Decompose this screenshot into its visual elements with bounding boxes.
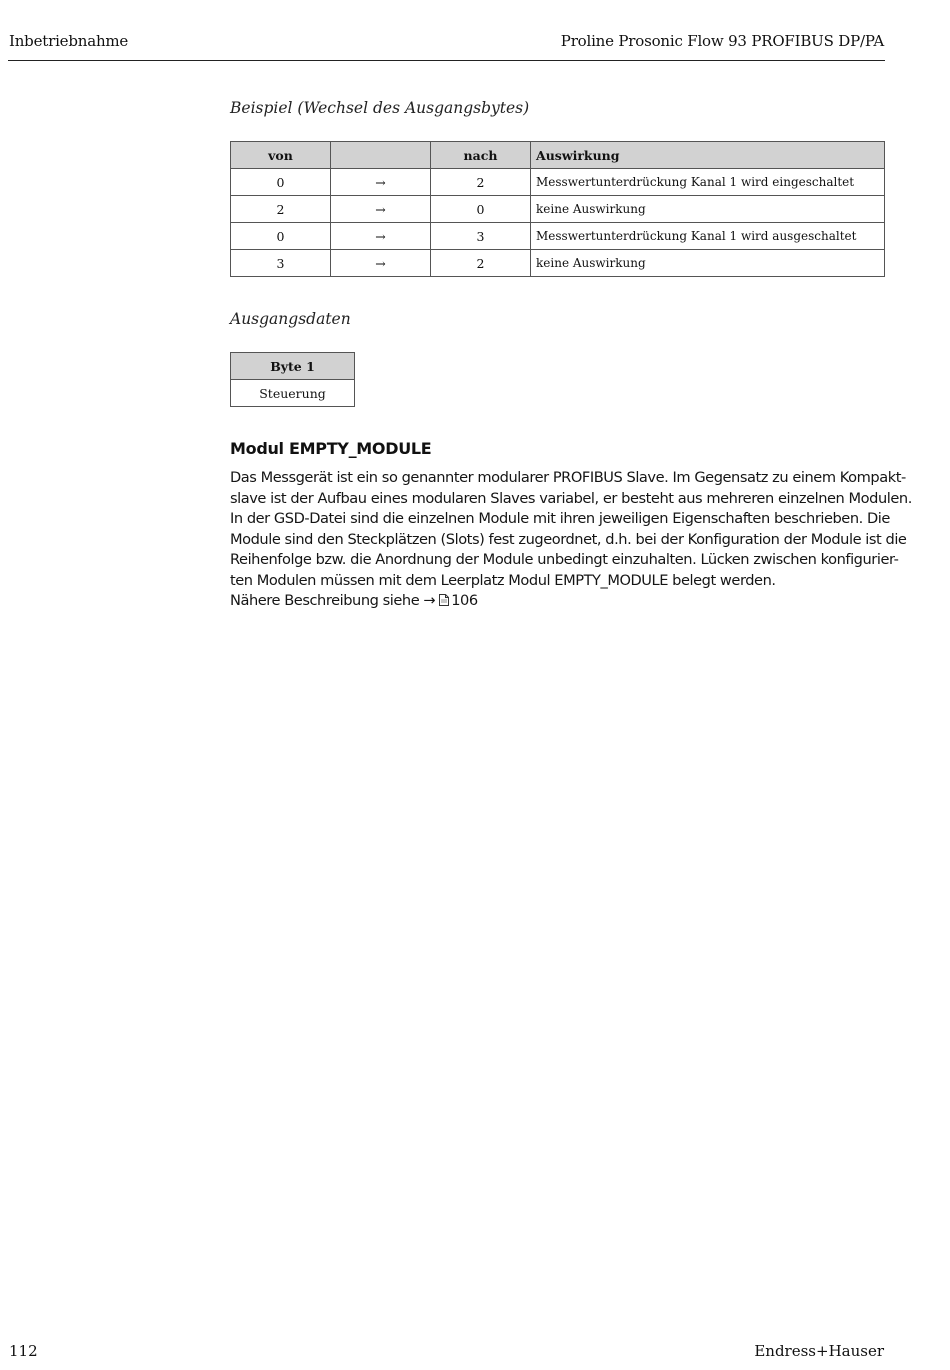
page-reference[interactable] [230, 591, 885, 612]
cell-nach: 2 [431, 250, 531, 277]
table-row [231, 196, 885, 223]
paragraph-line: slave ist der Aufbau eines modularen Slaves variabel, er besteht aus mehreren einzelnen Modulen. [230, 489, 912, 507]
running-header-right: Proline Prosonic Flow 93 PROFIBUS DP/PA [560, 32, 884, 50]
table-row [231, 169, 885, 196]
arrow-icon: → [331, 196, 431, 223]
arrow-icon: → [331, 169, 431, 196]
column-header-arrow [331, 142, 431, 169]
footer-brand: Endress+Hauser [754, 1342, 884, 1360]
reference-text: Nähere Beschreibung siehe → [230, 592, 436, 609]
page-number: 112 [9, 1342, 38, 1360]
paragraph-line: Das Messgerät ist ein so genannter modularer PROFIBUS Slave. Im Gegensatz zu einem Kompakt- [230, 469, 906, 486]
cell-von: 0 [231, 169, 331, 196]
section-title: Modul EMPTY_MODULE [230, 439, 432, 458]
header-rule [8, 60, 885, 61]
paragraph-line: In der GSD-Datei sind die einzelnen Module mit ihren jeweiligen Eigenschaften beschrieben. Die [230, 510, 890, 527]
output-data-table [230, 352, 355, 407]
cell-nach: 3 [431, 223, 531, 250]
cell-nach: 2 [431, 169, 531, 196]
column-header-auswirkung: Auswirkung [531, 142, 885, 169]
cell-auswirkung: keine Auswirkung [531, 196, 885, 223]
table-row [231, 380, 355, 407]
table-header-row [231, 353, 355, 380]
running-header-left: Inbetriebnahme [9, 32, 129, 50]
column-header-byte: Byte 1 [231, 353, 355, 380]
arrow-icon: → [331, 223, 431, 250]
reference-page-number: 106 [451, 592, 478, 609]
page-icon [439, 594, 449, 606]
cell-auswirkung: Messwertunterdrückung Kanal 1 wird ausgeschaltet [531, 223, 885, 250]
cell-auswirkung: keine Auswirkung [531, 250, 885, 277]
cell-nach: 0 [431, 196, 531, 223]
paragraph-line: Module sind den Steckplätzen (Slots) fest zugeordnet, d.h. bei der Konfiguration der Module ist die [230, 530, 907, 548]
paragraph-line: Reihenfolge bzw. die Anordnung der Module unbedingt einzuhalten. Lücken zwischen konfigurier- [230, 551, 899, 568]
table-row [231, 223, 885, 250]
module-description [230, 468, 912, 612]
example-caption: Beispiel (Wechsel des Ausgangsbytes) [230, 99, 530, 117]
byte-change-table [230, 141, 885, 277]
column-header-nach: nach [431, 142, 531, 169]
cell-von: 3 [231, 250, 331, 277]
cell-auswirkung: Messwertunterdrückung Kanal 1 wird eingeschaltet [531, 169, 885, 196]
table-header-row [231, 142, 885, 169]
table-row [231, 250, 885, 277]
paragraph-line: ten Modulen müssen mit dem Leerplatz Modul EMPTY_MODULE belegt werden. [230, 571, 776, 589]
output-data-caption: Ausgangsdaten [230, 310, 351, 328]
column-header-von: von [231, 142, 331, 169]
cell-steuerung: Steuerung [231, 380, 355, 407]
arrow-icon: → [331, 250, 431, 277]
cell-von: 0 [231, 223, 331, 250]
cell-von: 2 [231, 196, 331, 223]
